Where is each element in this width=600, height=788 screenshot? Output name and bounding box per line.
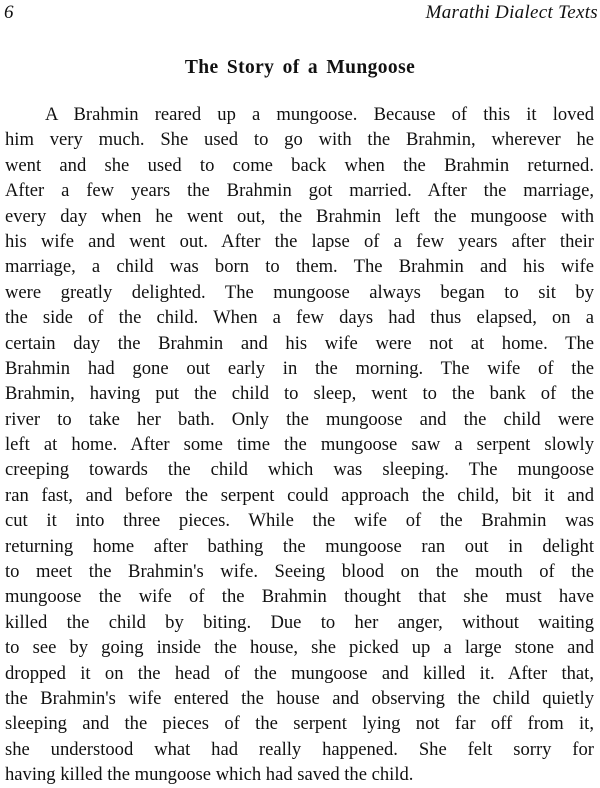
text-line: cut it into three pieces. While the wife of the Brahmin was <box>5 510 594 532</box>
text-line: After a few years the Brahmin got married. After the marriage, <box>5 180 594 202</box>
text-line: the side of the child. When a few days had thus elapsed, on a <box>5 307 594 329</box>
text-line: Brahmin had gone out early in the morning. The wife of the <box>5 357 594 379</box>
text-line: Brahmin, having put the child to sleep, went to the bank of the <box>5 383 594 405</box>
text-line: sleeping and the pieces of the serpent lying not far off from it, <box>5 713 594 735</box>
story-title: The Story of a Mungoose <box>184 57 416 78</box>
text-line: every day when he went out, the Brahmin left the mungoose with <box>5 205 594 227</box>
text-line: to meet the Brahmin's wife. Seeing blood on the mouth of the <box>5 561 594 583</box>
text-line: returning home after bathing the mungoose ran out in delight <box>5 535 594 557</box>
text-line: ran fast, and before the serpent could approach the child, bit it and <box>5 484 594 506</box>
page-number: 6 <box>4 2 14 23</box>
story-paragraph <box>5 102 594 788</box>
text-line: went and she used to come back when the Brahmin returned. <box>5 154 594 176</box>
text-line: having killed the mungoose which had saved the child. <box>5 764 414 786</box>
book-title: Marathi Dialect Texts <box>425 2 598 23</box>
text-line: to see by going inside the house, she picked up a large stone and <box>5 637 594 659</box>
text-line: she understood what had really happened. She felt sorry for <box>5 738 594 760</box>
text-line: creeping towards the child which was sleeping. The mungoose <box>5 459 594 481</box>
text-line: left at home. After some time the mungoose saw a serpent slowly <box>5 434 594 456</box>
text-line: certain day the Brahmin and his wife were not at home. The <box>5 332 594 354</box>
text-line: killed the child by biting. Due to her anger, without waiting <box>5 611 594 633</box>
text-line: him very much. She used to go with the Brahmin, wherever he <box>5 129 594 151</box>
text-line: were greatly delighted. The mungoose always began to sit by <box>5 281 594 303</box>
text-line: mungoose the wife of the Brahmin thought that she must have <box>5 586 594 608</box>
text-line: his wife and went out. After the lapse of a few years after their <box>5 230 594 252</box>
text-line: A Brahmin reared up a mungoose. Because of this it loved <box>45 104 594 125</box>
text-line: marriage, a child was born to them. The Brahmin and his wife <box>5 256 594 278</box>
running-header <box>4 2 598 28</box>
text-line: river to take her bath. Only the mungoose and the child were <box>5 408 594 430</box>
text-line: the Brahmin's wife entered the house and observing the child quietly <box>5 687 594 709</box>
text-line: dropped it on the head of the mungoose and killed it. After that, <box>5 662 594 684</box>
